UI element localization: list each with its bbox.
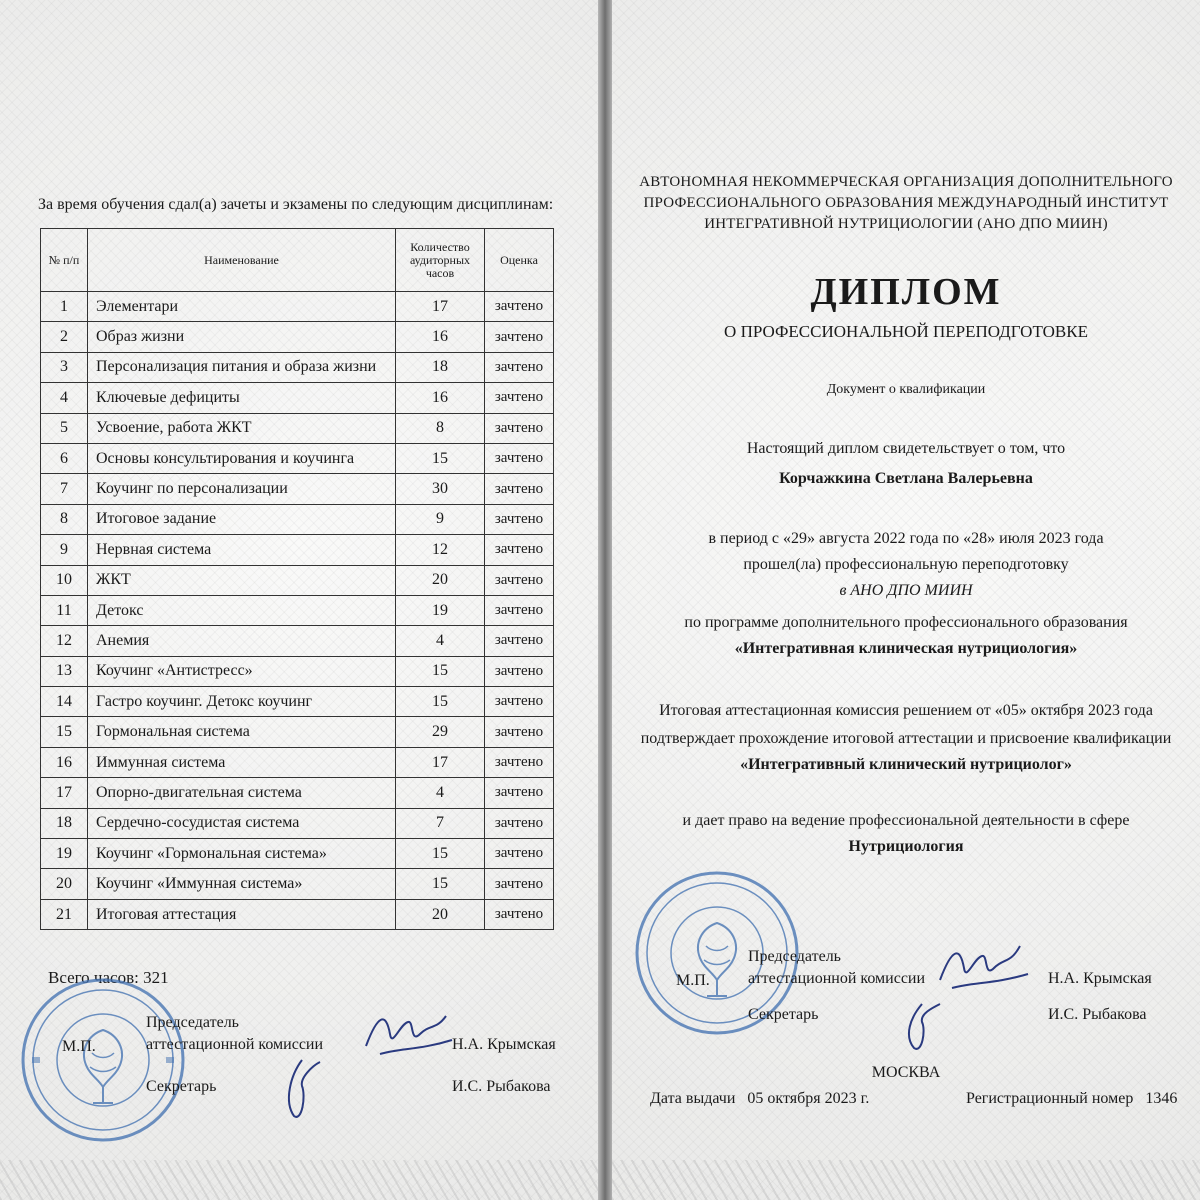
header-grade: Оценка bbox=[485, 229, 554, 292]
discipline-name: ЖКТ bbox=[88, 565, 396, 595]
table-row bbox=[41, 535, 554, 565]
table-row bbox=[41, 504, 554, 534]
table-row bbox=[41, 778, 554, 808]
discipline-name: Сердечно-сосудистая система bbox=[88, 808, 396, 838]
secretary-name: И.С. Рыбакова bbox=[452, 1078, 551, 1095]
discipline-grade: зачтено bbox=[485, 413, 554, 443]
city: МОСКВА bbox=[871, 1064, 941, 1081]
discipline-name: Детокс bbox=[88, 595, 396, 625]
discipline-name: Гастро коучинг. Детокс коучинг bbox=[88, 687, 396, 717]
table-row bbox=[41, 595, 554, 625]
discipline-hours: 15 bbox=[396, 656, 485, 686]
secretary-signature bbox=[272, 1056, 332, 1126]
secretary-label-right: Секретарь bbox=[748, 1006, 819, 1023]
confirmation-text: подтверждает прохождение итоговой аттестации и присвоение квалификации bbox=[640, 730, 1172, 747]
institution-name: в АНО ДПО МИИН bbox=[839, 582, 973, 599]
discipline-hours: 16 bbox=[396, 322, 485, 352]
discipline-hours: 4 bbox=[396, 778, 485, 808]
round-seal-stamp bbox=[18, 975, 188, 1145]
program-name: «Интегративная клиническая нутрициология» bbox=[734, 640, 1078, 657]
discipline-name: Ключевые дефициты bbox=[88, 383, 396, 413]
table-row bbox=[41, 443, 554, 473]
secretary-name-right: И.С. Рыбакова bbox=[1048, 1006, 1147, 1023]
graduate-name: Корчажкина Светлана Валерьевна bbox=[779, 470, 1033, 487]
chair-signature bbox=[360, 1004, 460, 1064]
discipline-grade: зачтено bbox=[485, 778, 554, 808]
discipline-hours: 30 bbox=[396, 474, 485, 504]
discipline-grade: зачтено bbox=[485, 717, 554, 747]
discipline-hours: 15 bbox=[396, 687, 485, 717]
row-number: 6 bbox=[41, 443, 88, 473]
page-edge-pattern bbox=[0, 1160, 598, 1200]
left-page bbox=[0, 0, 598, 1200]
discipline-grade: зачтено bbox=[485, 747, 554, 777]
row-number: 10 bbox=[41, 565, 88, 595]
secretary-label: Секретарь bbox=[146, 1078, 217, 1095]
table-row bbox=[41, 474, 554, 504]
chair-label-line-1: Председатель bbox=[146, 1014, 239, 1031]
right-page bbox=[612, 0, 1200, 1200]
chair-label-line-2-right: аттестационной комиссии bbox=[748, 970, 926, 987]
certifies-text: Настоящий диплом свидетельствует о том, что bbox=[746, 440, 1066, 457]
row-number: 16 bbox=[41, 747, 88, 777]
discipline-hours: 16 bbox=[396, 383, 485, 413]
table-row bbox=[41, 292, 554, 322]
discipline-grade: зачтено bbox=[485, 626, 554, 656]
discipline-grade: зачтено bbox=[485, 504, 554, 534]
org-line-1: АВТОНОМНАЯ НЕКОММЕРЧЕСКАЯ ОРГАНИЗАЦИЯ ДОПОЛНИТЕЛЬНОГО bbox=[639, 174, 1173, 190]
disciplines-table bbox=[40, 228, 554, 930]
discipline-name: Гормональная система bbox=[88, 717, 396, 747]
table-row bbox=[41, 322, 554, 352]
discipline-name: Усвоение, работа ЖКТ bbox=[88, 413, 396, 443]
row-number: 11 bbox=[41, 595, 88, 625]
chair-label-line-1-right: Председатель bbox=[748, 948, 841, 965]
row-number: 7 bbox=[41, 474, 88, 504]
discipline-grade: зачтено bbox=[485, 565, 554, 595]
discipline-hours: 29 bbox=[396, 717, 485, 747]
discipline-grade: зачтено bbox=[485, 292, 554, 322]
right-to-practice: и дает право на ведение профессиональной деятельности в сфере bbox=[682, 812, 1130, 829]
program-intro: по программе дополнительного профессионального образования bbox=[684, 614, 1128, 631]
discipline-grade: зачтено bbox=[485, 595, 554, 625]
discipline-hours: 15 bbox=[396, 869, 485, 899]
row-number: 17 bbox=[41, 778, 88, 808]
secretary-signature-right bbox=[892, 1000, 952, 1056]
table-row bbox=[41, 565, 554, 595]
row-number: 3 bbox=[41, 352, 88, 382]
row-number: 12 bbox=[41, 626, 88, 656]
discipline-name: Иммунная система bbox=[88, 747, 396, 777]
row-number: 2 bbox=[41, 322, 88, 352]
professional-field: Нутрициология bbox=[848, 838, 964, 855]
org-line-3: ИНТЕГРАТИВНОЙ НУТРИЦИОЛОГИИ (АНО ДПО МИИН) bbox=[704, 216, 1108, 232]
table-row bbox=[41, 687, 554, 717]
discipline-grade: зачтено bbox=[485, 383, 554, 413]
discipline-grade: зачтено bbox=[485, 352, 554, 382]
discipline-name: Коучинг «Гормональная система» bbox=[88, 839, 396, 869]
row-number: 13 bbox=[41, 656, 88, 686]
book-spine bbox=[598, 0, 612, 1200]
table-row bbox=[41, 352, 554, 382]
table-row bbox=[41, 383, 554, 413]
discipline-grade: зачтено bbox=[485, 474, 554, 504]
table-row bbox=[41, 747, 554, 777]
qualification-name: «Интегративный клинический нутрициолог» bbox=[740, 756, 1072, 773]
seal-place-label-right: М.П. bbox=[676, 972, 710, 989]
table-row bbox=[41, 717, 554, 747]
discipline-name: Итоговая аттестация bbox=[88, 899, 396, 929]
chair-signature-right bbox=[934, 936, 1034, 998]
discipline-name: Коучинг по персонализации bbox=[88, 474, 396, 504]
discipline-hours: 15 bbox=[396, 839, 485, 869]
table-row bbox=[41, 899, 554, 929]
total-hours: Всего часов: 321 bbox=[48, 968, 169, 987]
header-number: № п/п bbox=[41, 229, 88, 292]
discipline-name: Коучинг «Иммунная система» bbox=[88, 869, 396, 899]
disciplines-intro: За время обучения сдал(а) зачеты и экзамены по следующим дисциплинам: bbox=[38, 196, 554, 213]
chair-label-block-right bbox=[748, 946, 925, 990]
discipline-name: Элементари bbox=[88, 292, 396, 322]
discipline-hours: 7 bbox=[396, 808, 485, 838]
discipline-hours: 9 bbox=[396, 504, 485, 534]
commission-decision: Итоговая аттестационная комиссия решением от «05» октября 2023 года bbox=[659, 702, 1153, 719]
discipline-hours: 4 bbox=[396, 626, 485, 656]
chair-label-block bbox=[146, 1012, 323, 1056]
chair-name: Н.А. Крымская bbox=[452, 1036, 556, 1053]
discipline-name: Персонализация питания и образа жизни bbox=[88, 352, 396, 382]
discipline-name: Итоговое задание bbox=[88, 504, 396, 534]
page-edge-pattern-right bbox=[612, 1160, 1200, 1200]
disciplines-table-body bbox=[41, 292, 554, 930]
row-number: 20 bbox=[41, 869, 88, 899]
discipline-grade: зачтено bbox=[485, 808, 554, 838]
discipline-hours: 18 bbox=[396, 352, 485, 382]
row-number: 15 bbox=[41, 717, 88, 747]
row-number: 19 bbox=[41, 839, 88, 869]
table-row bbox=[41, 413, 554, 443]
table-row bbox=[41, 808, 554, 838]
row-number: 14 bbox=[41, 687, 88, 717]
row-number: 5 bbox=[41, 413, 88, 443]
study-period: в период с «29» августа 2022 года по «28» июля 2023 года bbox=[708, 530, 1104, 547]
discipline-grade: зачтено bbox=[485, 839, 554, 869]
table-row bbox=[41, 839, 554, 869]
diploma-subtitle: О ПРОФЕССИОНАЛЬНОЙ ПЕРЕПОДГОТОВКЕ bbox=[724, 322, 1088, 341]
org-line-2: ПРОФЕССИОНАЛЬНОГО ОБРАЗОВАНИЯ МЕЖДУНАРОДНЫЙ ИНСТИТУТ bbox=[643, 195, 1169, 211]
table-row bbox=[41, 869, 554, 899]
discipline-hours: 12 bbox=[396, 535, 485, 565]
discipline-name: Нервная система bbox=[88, 535, 396, 565]
row-number: 21 bbox=[41, 899, 88, 929]
row-number: 18 bbox=[41, 808, 88, 838]
discipline-hours: 19 bbox=[396, 595, 485, 625]
issue-date: Дата выдачи 05 октября 2023 г. bbox=[650, 1090, 870, 1107]
discipline-grade: зачтено bbox=[485, 443, 554, 473]
discipline-hours: 17 bbox=[396, 292, 485, 322]
registration-number: Регистрационный номер 1346 bbox=[966, 1090, 1178, 1107]
organization-name bbox=[612, 172, 1200, 235]
discipline-grade: зачтено bbox=[485, 687, 554, 717]
discipline-grade: зачтено bbox=[485, 899, 554, 929]
seal-place-label: М.П. bbox=[62, 1038, 96, 1055]
discipline-name: Коучинг «Антистресс» bbox=[88, 656, 396, 686]
chair-name-right: Н.А. Крымская bbox=[1048, 970, 1152, 987]
row-number: 8 bbox=[41, 504, 88, 534]
diploma-title: ДИПЛОМ bbox=[810, 271, 1002, 313]
discipline-grade: зачтено bbox=[485, 869, 554, 899]
chair-label-line-2: аттестационной комиссии bbox=[146, 1036, 324, 1053]
table-row bbox=[41, 656, 554, 686]
discipline-name: Образ жизни bbox=[88, 322, 396, 352]
table-row bbox=[41, 626, 554, 656]
row-number: 4 bbox=[41, 383, 88, 413]
discipline-name: Основы консультирования и коучинга bbox=[88, 443, 396, 473]
discipline-name: Опорно-двигательная система bbox=[88, 778, 396, 808]
row-number: 9 bbox=[41, 535, 88, 565]
discipline-hours: 8 bbox=[396, 413, 485, 443]
discipline-hours: 20 bbox=[396, 899, 485, 929]
discipline-name: Анемия bbox=[88, 626, 396, 656]
header-hours: Количество аудиторных часов bbox=[396, 229, 485, 292]
discipline-hours: 20 bbox=[396, 565, 485, 595]
row-number: 1 bbox=[41, 292, 88, 322]
discipline-grade: зачтено bbox=[485, 535, 554, 565]
header-name: Наименование bbox=[88, 229, 396, 292]
passed-retraining: прошел(ла) профессиональную переподготовку bbox=[743, 556, 1069, 573]
discipline-hours: 15 bbox=[396, 443, 485, 473]
table-header-row bbox=[41, 229, 554, 292]
discipline-hours: 17 bbox=[396, 747, 485, 777]
document-kind: Документ о квалификации bbox=[826, 382, 986, 397]
discipline-grade: зачтено bbox=[485, 656, 554, 686]
discipline-grade: зачтено bbox=[485, 322, 554, 352]
